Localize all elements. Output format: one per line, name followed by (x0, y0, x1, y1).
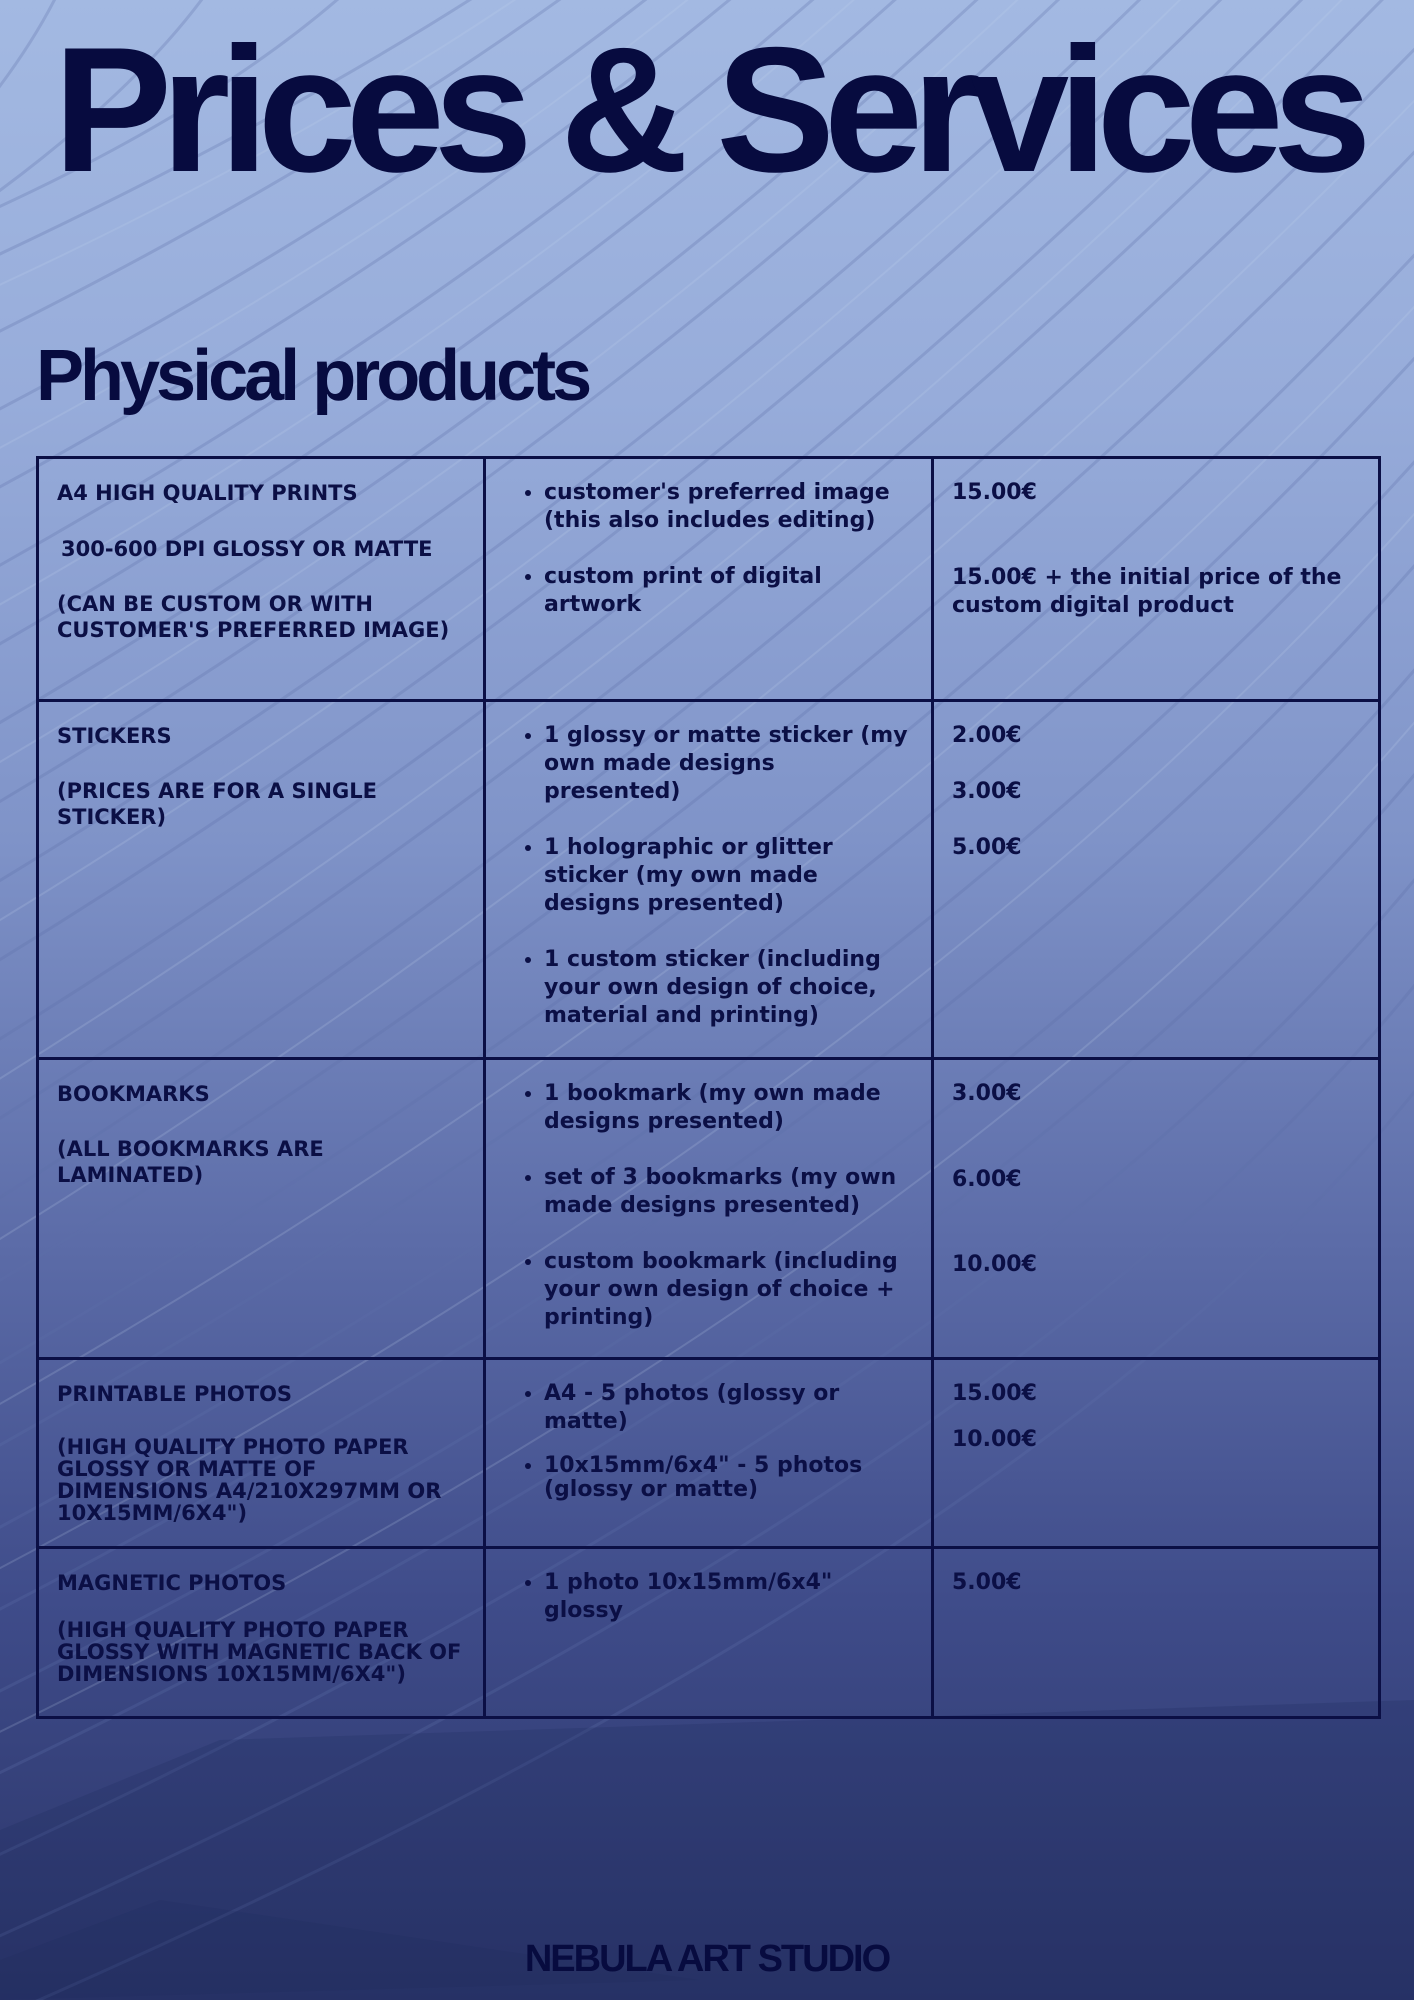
list-item: • customer's preferred image (this also includes editing) (544, 479, 913, 535)
prices-cell (933, 1359, 1380, 1548)
list-item: • custom bookmark (including your own design of choice + printing) (544, 1248, 913, 1332)
category-cell (38, 701, 485, 1059)
list-item: • 1 holographic or glitter sticker (my own made designs presented) (544, 834, 913, 918)
table-row-bookmarks (38, 1059, 1380, 1359)
items-cell (485, 1548, 933, 1718)
price-table (36, 456, 1381, 1719)
price-value: 5.00€ (952, 835, 1022, 860)
price-value: 3.00€ (952, 779, 1022, 804)
category-name: STICKERS (57, 724, 172, 748)
table-row-a4-prints (38, 458, 1380, 701)
category-note: (HIGH QUALITY PHOTO PAPER GLOSSY WITH MAGNETIC BACK OF DIMENSIONS 10X15MM/6X4") (57, 1618, 462, 1686)
item-list (504, 1080, 913, 1332)
list-item: • 1 glossy or matte sticker (my own made designs presented) (544, 722, 913, 806)
section-title-physical-products: Physical products (36, 336, 589, 416)
price-value: 15.00€ (952, 1381, 1037, 1406)
category-cell (38, 1359, 485, 1548)
prices-cell (933, 458, 1380, 701)
category-name: BOOKMARKS (57, 1082, 210, 1106)
category-note: (HIGH QUALITY PHOTO PAPER GLOSSY OR MATTE OF DIMENSIONS A4/210X297MM OR 10X15MM/6X4") (57, 1435, 442, 1525)
table-row-printable-photos (38, 1359, 1380, 1548)
price-value: 10.00€ (952, 1252, 1037, 1277)
list-item: • 1 custom sticker (including your own design of choice, material and printing) (544, 946, 913, 1030)
price-value: 3.00€ (952, 1081, 1022, 1106)
price-value: 10.00€ (952, 1427, 1037, 1452)
table-row-stickers (38, 701, 1380, 1059)
price-value: 15.00€ (952, 480, 1037, 505)
items-cell (485, 1059, 933, 1359)
list-item: • set of 3 bookmarks (my own made designs presented) (544, 1164, 913, 1220)
item-list (504, 479, 913, 619)
item-list (504, 722, 913, 1030)
prices-cell (933, 1059, 1380, 1359)
prices-cell (933, 701, 1380, 1059)
list-item: • custom print of digital artwork (544, 563, 913, 619)
footer-brand: NEBULA ART STUDIO (524, 1938, 890, 1980)
items-cell (485, 701, 933, 1059)
category-cell (38, 1548, 485, 1718)
category-cell (38, 458, 485, 701)
page-title: Prices & Services (53, 10, 1361, 209)
category-note: (ALL BOOKMARKS ARE LAMINATED) (57, 1137, 324, 1187)
category-name: PRINTABLE PHOTOS (57, 1382, 293, 1406)
price-value: 6.00€ (952, 1167, 1022, 1192)
category-subtitle: 300-600 DPI GLOSSY OR MATTE (61, 537, 433, 561)
prices-cell (933, 1548, 1380, 1718)
price-value: 15.00€ + the initial price of the custom digital product (952, 565, 1342, 618)
list-item: • 10x15mm/6x4" - 5 photos (glossy or matte) (544, 1454, 913, 1502)
list-item: • 1 bookmark (my own made designs presented) (544, 1080, 913, 1136)
list-item: • A4 - 5 photos (glossy or matte) (544, 1380, 913, 1436)
list-item: • 1 photo 10x15mm/6x4" glossy (544, 1569, 913, 1625)
items-cell (485, 458, 933, 701)
table-row-magnetic-photos (38, 1548, 1380, 1718)
category-name: MAGNETIC PHOTOS (57, 1571, 287, 1595)
price-value: 5.00€ (952, 1570, 1022, 1595)
category-cell (38, 1059, 485, 1359)
category-note: (CAN BE CUSTOM OR WITH CUSTOMER'S PREFERRED IMAGE) (57, 592, 450, 642)
items-cell (485, 1359, 933, 1548)
item-list (504, 1380, 913, 1502)
category-note: (PRICES ARE FOR A SINGLE STICKER) (57, 779, 377, 829)
price-value: 2.00€ (952, 723, 1022, 748)
category-name: A4 HIGH QUALITY PRINTS (57, 481, 358, 505)
item-list (504, 1569, 913, 1625)
